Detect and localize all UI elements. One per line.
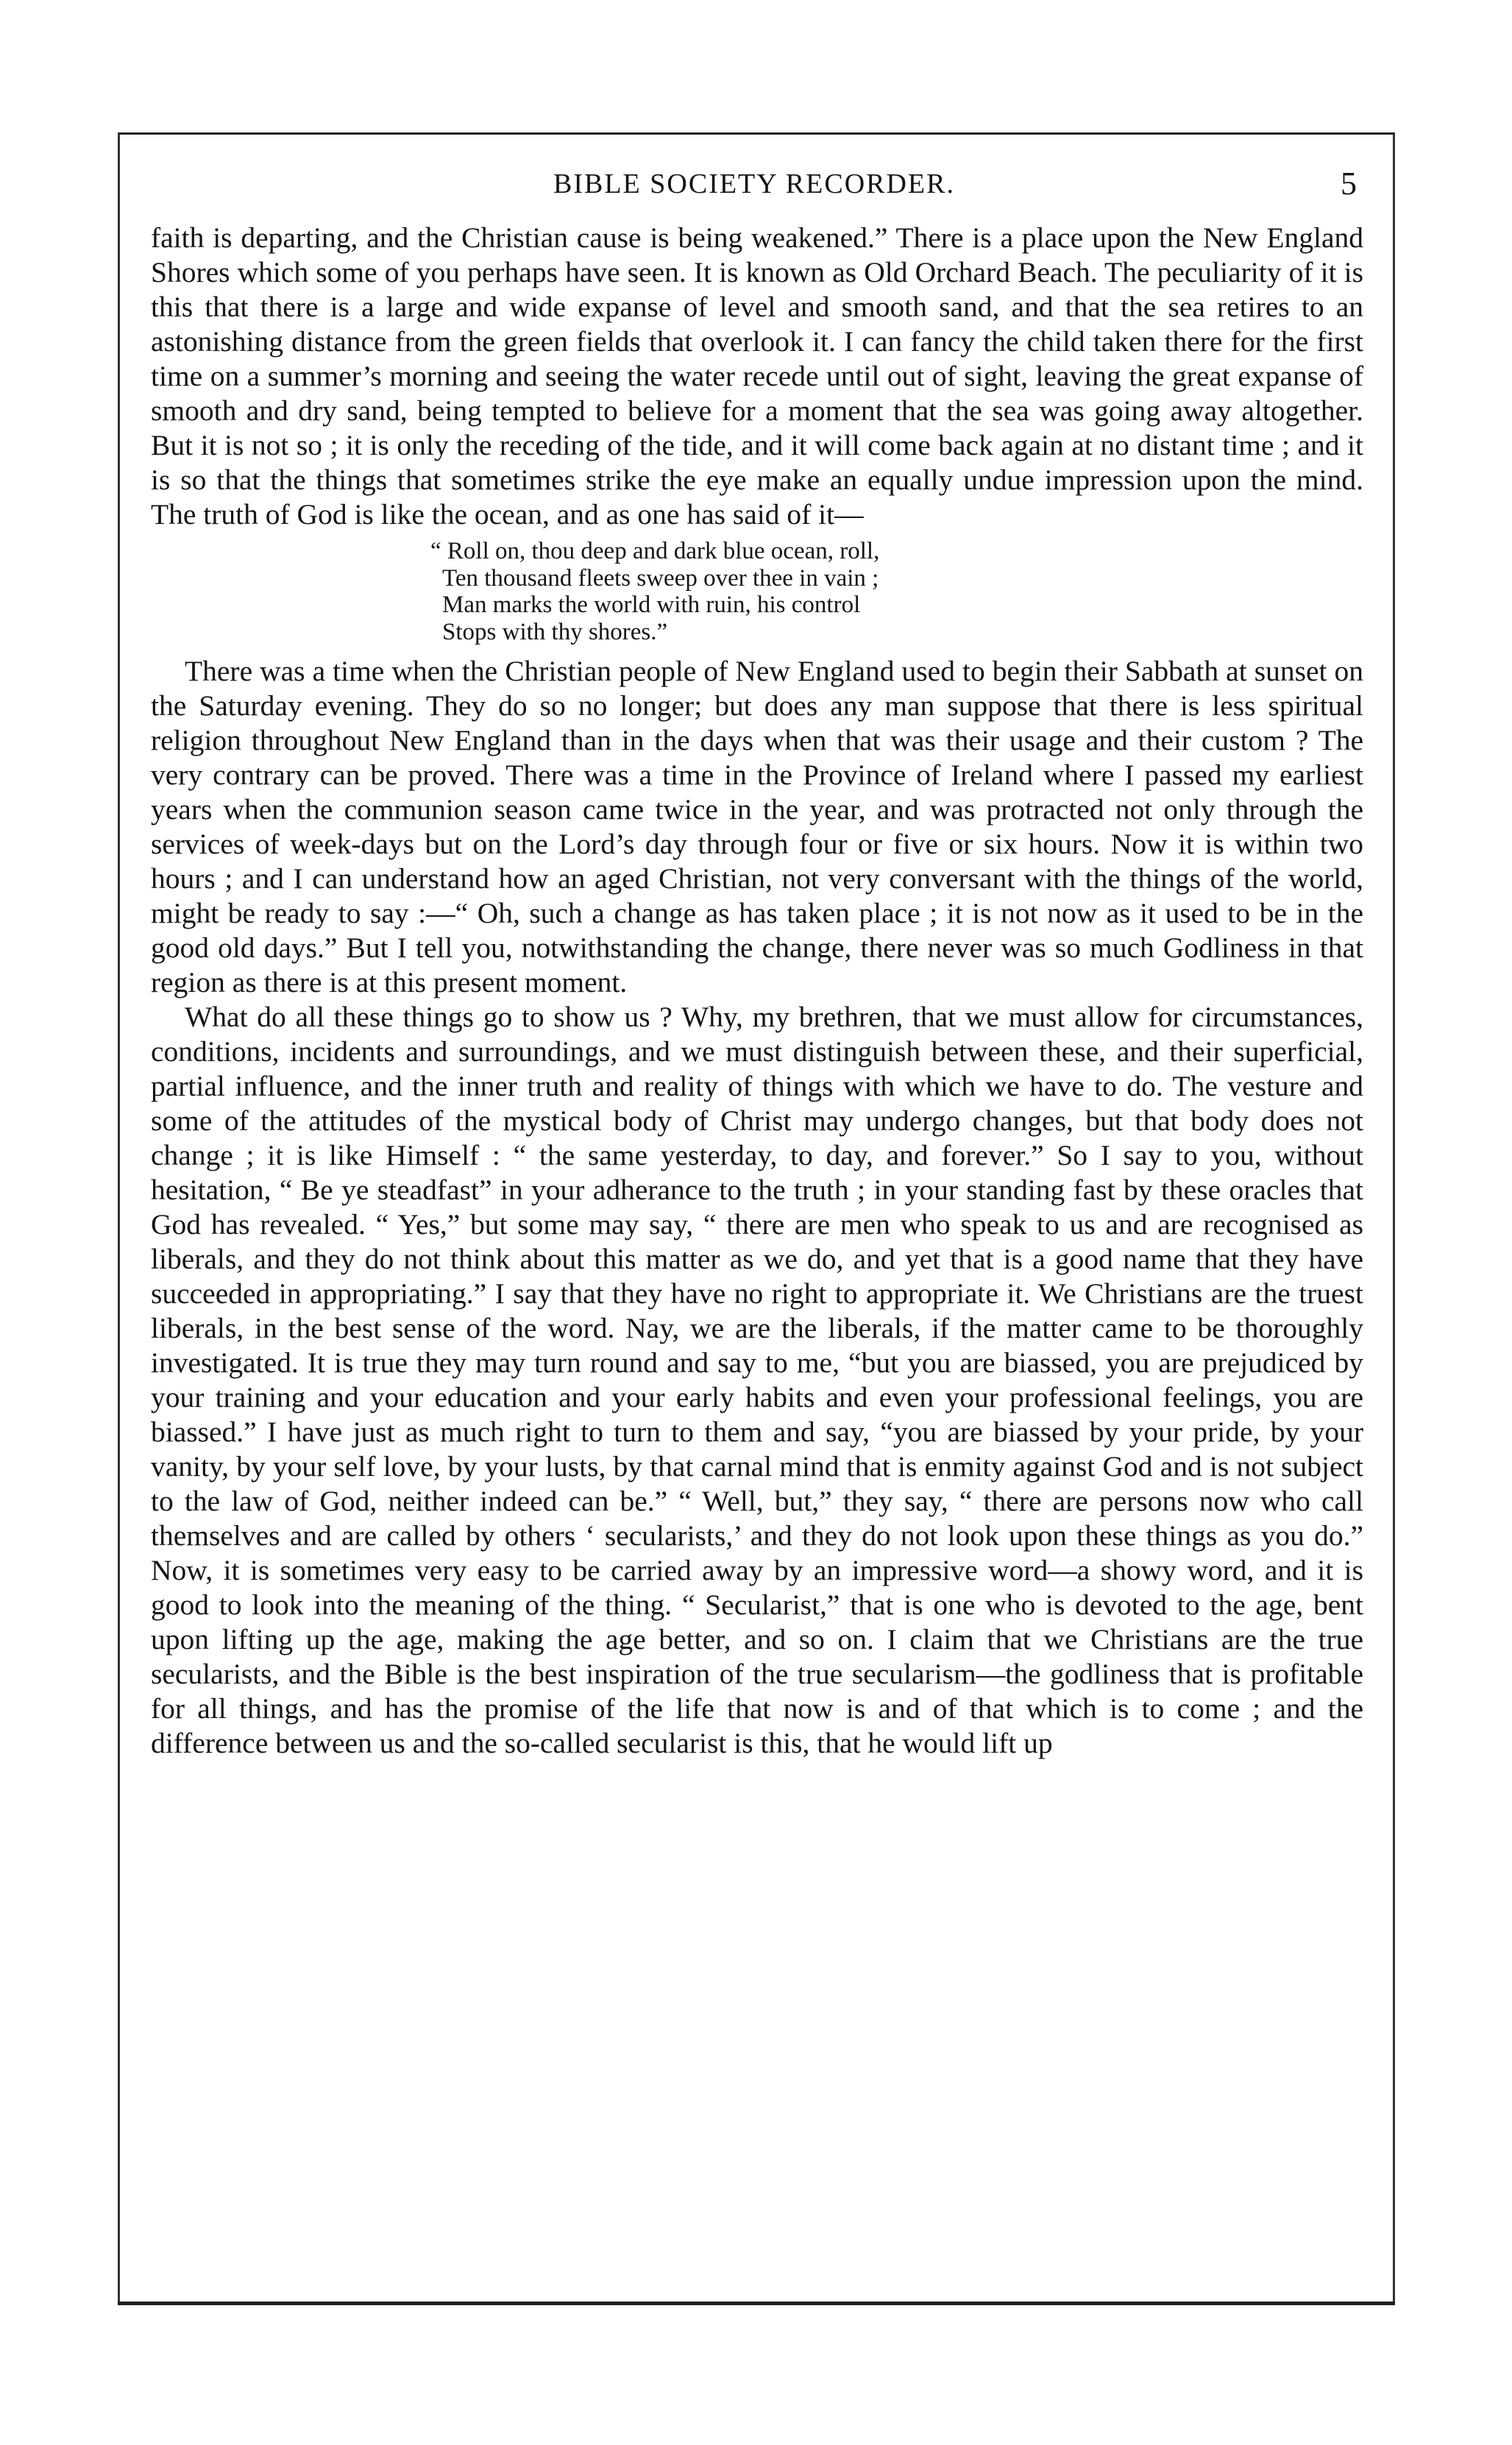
paragraph-3: What do all these things go to show us ? Why, my brethren, that we must allow for circumstances, conditions, incidents and surroundings, and we must distinguish between these, and their superficial, partial influence, and the inner truth and reality of things with which we have to do. The vesture and some of the attitudes of the mystical body of Christ may undergo changes, but that body does not change ; it is like Himself : “ the same yesterday, to day, and forever.” So I say to you, without hesitation, “ Be ye steadfast” in your adherance to the truth ; in your standing fast by these oracles that God has revealed. “ Yes,” but some may say, “ there are men who speak to us and are recognised as liberals, and they do not think about this matter as we do, and yet that is a good name that they have succeeded in appropriating.” I say that they have no right to appropriate it. We Christians are the truest liberals, in the best sense of the word. Nay, we are the liberals, if the matter came to be thoroughly investigated. It is true they may turn round and say to me, “but you are biassed, you are prejudiced by your training and your education and your early habits and even your professional feelings, you are biassed.” I have just as much right to turn to them and say, “you are biassed by your pride, by your vanity, by your self love, by your lusts, by that carnal mind that is enmity against God and is not subject to the law of God, neither indeed can be.” “ Well, but,” they say, “ there are persons now who call themselves and are called by others ‘ secularists,’ and they do not look upon these things as you do.” Now, it is sometimes very easy to be carried away by an impressive word—a showy word, and it is good to look into the meaning of the thing. “ Secularist,” that is one who is devoted to the age, bent upon lifting up the age, making the age better, and so on. I claim that we Christians are the true secularists, and the Bible is the best inspiration of the true secularism—the godliness that is profitable for all things, and has the promise of the life that now is and of that which is to come ; and the difference between us and the so-called secularist is this, that he would lift up [151,1001,1363,1759]
poem-line-2: Ten thousand fleets sweep over thee in vain ; [442,564,879,592]
article-body [151,221,1363,1761]
poem-line-3: Man marks the world with ruin, his control [442,592,861,618]
poem-quote [430,538,1363,645]
paragraph-1: faith is departing, and the Christian cause is being weakened.” There is a place upon the New England Shores which some of you perhaps have seen. It is known as Old Orchard Beach. The peculiarity of it is this that there is a large and wide expanse of level and smooth sand, and that the sea retires to an astonishing distance from the green fields that overlook it. I can fancy the child taken there for the first time on a summer’s morning and seeing the water recede until out of sight, leaving the great expanse of smooth and dry sand, being tempted to believe for a moment that the sea was going away altogether. But it is not so ; it is only the receding of the tide, and it will come back again at no distant time ; and it is so that the things that sometimes strike the eye make an equally undue impression upon the mind. The truth of God is like the ocean, and as one has said of it— [151,221,1363,530]
poem-line-1: “ Roll on, thou deep and dark blue ocean, roll, [430,538,880,564]
running-title: BIBLE SOCIETY RECORDER. [553,168,955,199]
paragraph-2: There was a time when the Christian people of New England used to begin their Sabbath at sunset on the Saturday evening. They do so no longer; but does any man suppose that there is less spiritual religion throughout New England than in the days when that was their usage and their custom ? The very contrary can be proved. There was a time in the Province of Ireland where I passed my earliest years when the communion season came twice in the year, and was protracted not only through the services of week-days but on the Lord’s day through four or five or six hours. Now it is within two hours ; and I can understand how an aged Christian, not very conversant with the things of the world, might be ready to say :—“ Oh, such a change as has taken place ; it is not now as it used to be in the good old days.” But I tell you, notwithstanding the change, there never was so much Godliness in that region as there is at this present moment. [151,655,1363,998]
page-number: 5 [1341,166,1357,202]
bottom-rule [118,2302,1395,2305]
poem-line-4: Stops with thy shores.” [442,618,668,645]
page-header [140,168,1369,212]
